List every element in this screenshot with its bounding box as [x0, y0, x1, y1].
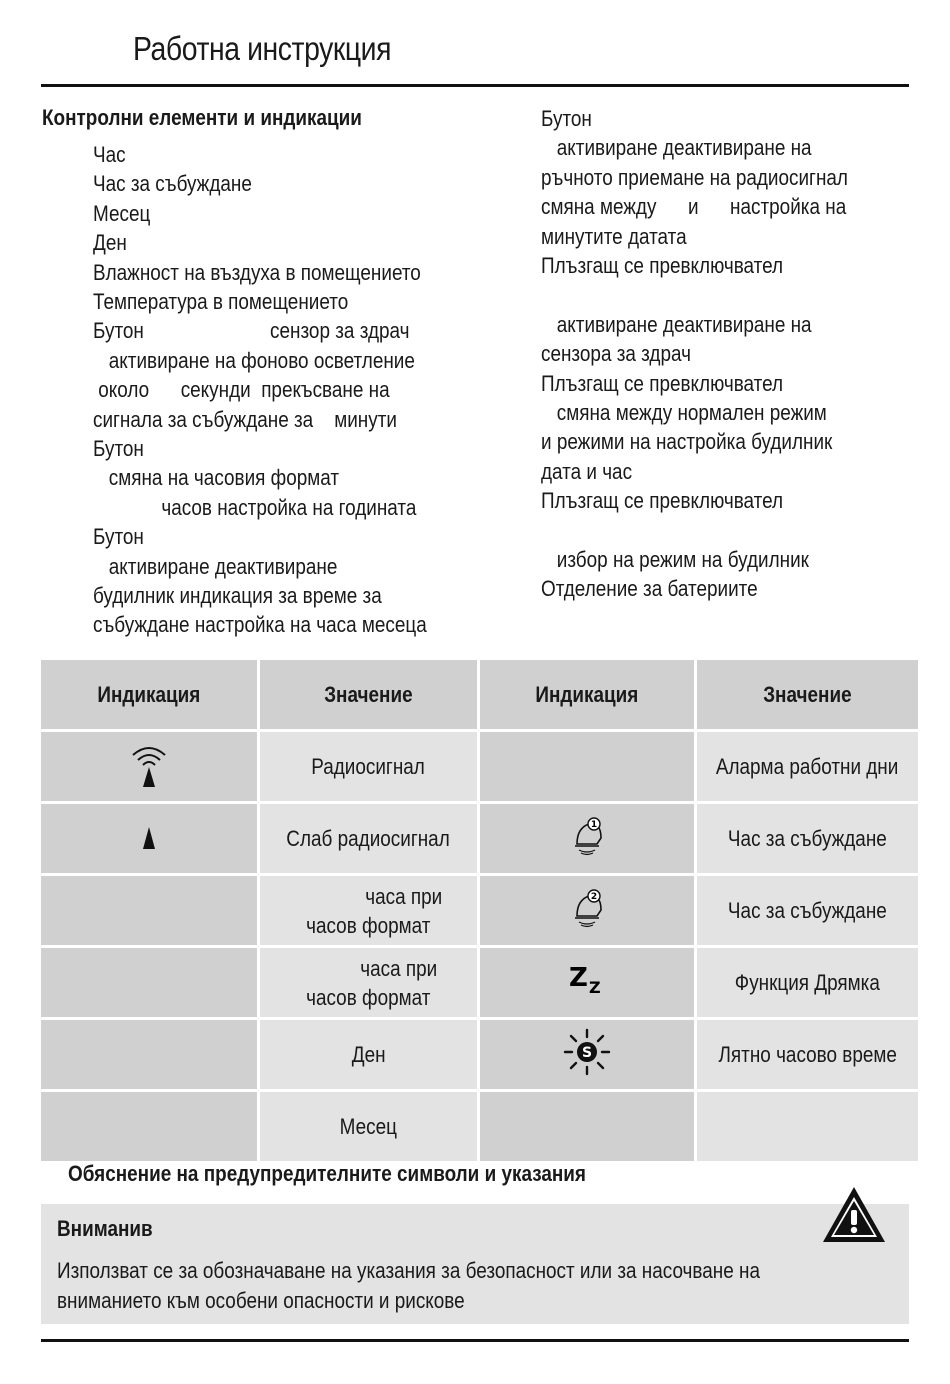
indication-cell: [41, 1092, 257, 1161]
control-line: активиране деактивиране на: [541, 311, 812, 337]
table-row: [41, 1020, 918, 1089]
control-line: Влажност на въздуха в помещението: [93, 259, 421, 285]
meaning-cell: Час за събуждане: [697, 876, 918, 945]
control-line: Бутон: [93, 524, 144, 550]
meaning-cell: Ден: [260, 1020, 477, 1089]
control-line: Месец: [93, 200, 151, 226]
meaning-cell: часа при часов формат: [260, 876, 477, 945]
controls-heading: Контролни елементи и индикации: [42, 105, 362, 130]
table-row: [41, 876, 918, 945]
control-line: сензора за здрач: [541, 341, 691, 367]
svg-text:Z: Z: [569, 962, 588, 993]
warning-box: [41, 1204, 909, 1324]
indication-cell: [480, 948, 694, 1017]
control-line: Час: [93, 142, 126, 167]
control-line: активиране на фоново осветление: [93, 347, 415, 373]
control-line: избор на режим на будилник: [541, 547, 809, 572]
control-line: Бутон сензор за здрач: [93, 318, 410, 344]
title-divider: [41, 84, 909, 87]
control-line: смяна на часовия формат: [93, 465, 340, 491]
indication-cell: [480, 732, 694, 801]
indication-cell: [41, 804, 257, 873]
radio-signal-icon: [127, 739, 171, 789]
warning-title: Вниманив: [57, 1216, 153, 1241]
warning-triangle-icon: [820, 1184, 888, 1246]
control-line: събуждане настройка на часа месеца: [93, 612, 427, 638]
indication-cell: [41, 1020, 257, 1089]
control-line: Бутон: [541, 106, 592, 131]
meaning-cell: Аларма работни дни: [697, 732, 918, 801]
alarm-1-icon: [567, 814, 607, 858]
meaning-cell: Час за събуждане: [697, 804, 918, 873]
control-line: около секунди прекъсване на: [93, 377, 390, 403]
control-line: ръчното приемане на радиосигнал: [541, 164, 848, 190]
control-line: смяна между нормален режим: [541, 400, 827, 425]
control-line: дата и час: [541, 458, 633, 484]
control-line: Плъзгащ се превключвател: [541, 370, 784, 396]
indication-cell: [480, 876, 694, 945]
control-line: Температура в помещението: [93, 289, 349, 314]
meaning-cell: Радиосигнал: [260, 732, 477, 801]
table-row: [41, 948, 918, 1017]
meaning-cell: Месец: [260, 1092, 477, 1161]
meaning-cell: Слаб радиосигнал: [260, 804, 477, 873]
control-line: часов настройка на годината: [93, 494, 417, 520]
meaning-cell: Лятно часово време: [697, 1020, 918, 1089]
control-line: Ден: [93, 230, 127, 256]
table-row: [41, 732, 918, 801]
indication-cell: [41, 948, 257, 1017]
meaning-cell: [697, 1092, 918, 1161]
control-line: Бутон: [93, 436, 144, 461]
control-line: сигнала за събуждане за минути: [93, 406, 397, 432]
control-line: Плъзгащ се превключвател: [541, 253, 784, 278]
table-row: [41, 804, 918, 873]
svg-text:2: 2: [590, 891, 598, 902]
indication-cell: [480, 1020, 694, 1089]
control-line: Час за събуждане: [93, 171, 252, 197]
control-line: минутите датата: [541, 223, 687, 249]
control-line: Плъзгащ се превключвател: [541, 488, 784, 514]
indication-cell: [41, 732, 257, 801]
control-line: Отделение за батериите: [541, 576, 758, 602]
table-row: [41, 1092, 918, 1161]
weak-signal-icon: [139, 821, 159, 851]
snooze-icon: [565, 962, 609, 998]
bottom-divider: [41, 1339, 909, 1342]
indication-table: [38, 657, 921, 1164]
indication-cell: [41, 876, 257, 945]
meaning-cell: часа при часов формат: [260, 948, 477, 1017]
indication-cell: [480, 804, 694, 873]
meaning-cell: Функция Дрямка: [697, 948, 918, 1017]
control-line: смяна между и настройка на: [541, 194, 847, 220]
indication-cell: [480, 1092, 694, 1161]
alarm-2-icon: [567, 886, 607, 930]
col-header-meaning-2: Значение: [697, 660, 918, 729]
svg-text:1: 1: [590, 819, 598, 830]
summer-time-icon: [561, 1026, 613, 1078]
control-line: активиране деактивиране: [93, 553, 338, 579]
page-title: Работна инструкция: [133, 30, 392, 67]
control-line: и режими на настройка будилник: [541, 429, 833, 455]
col-header-indication-1: Индикация: [41, 660, 257, 729]
warnings-heading: Обяснение на предупредителните символи и указания: [68, 1161, 586, 1186]
svg-text:Z: Z: [589, 977, 601, 997]
svg-text:S: S: [581, 1044, 593, 1061]
col-header-meaning-1: Значение: [260, 660, 477, 729]
control-line: будилник индикация за време за: [93, 583, 382, 608]
warning-text: Използват се за обозначаване на указания за безопасност или за насочване на вниманието към особени опасности и рискове: [57, 1258, 760, 1313]
col-header-indication-2: Индикация: [480, 660, 694, 729]
control-line: активиране деактивиране на: [541, 135, 812, 161]
